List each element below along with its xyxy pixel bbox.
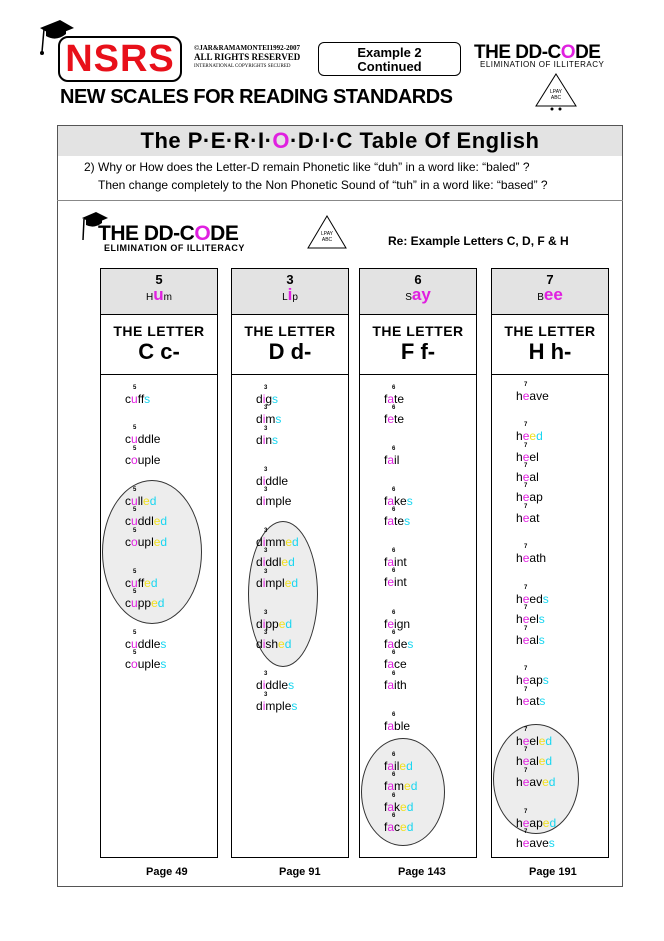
example-word: fades 6 xyxy=(384,630,414,651)
example-continued: Continued xyxy=(357,59,422,74)
the-letter-label: THE LETTER xyxy=(504,323,596,339)
example-word: heel 7 xyxy=(516,443,539,464)
example-word: heels 7 xyxy=(516,605,545,626)
question-1: 2) Why or How does the Letter-D remain Phonetic like “duh” in a word like: “baled” ? xyxy=(84,160,530,174)
rabeck-triangle-icon xyxy=(528,68,584,112)
example-word: cuffed 5 xyxy=(125,569,158,590)
column-key-word: Hum xyxy=(146,285,172,304)
example-word: feint 6 xyxy=(384,568,407,589)
nsrs-logo xyxy=(58,36,182,82)
example-word: diddle 3 xyxy=(256,467,289,488)
headline: NEW SCALES FOR READING STANDARDS xyxy=(60,86,453,108)
ddcode-logo-top: THE DD-CODE xyxy=(474,42,601,63)
example-word: heap 7 xyxy=(516,483,543,504)
example-word: heeds 7 xyxy=(516,585,549,606)
rabeck-triangle-icon xyxy=(300,210,354,254)
the-letter-label: THE LETTER xyxy=(113,323,205,339)
example-word: cupped 5 xyxy=(125,589,165,610)
question-2: Then change completely to the Non Phonetic Sound of “tuh” in a word like: “based” ? xyxy=(98,178,548,192)
example-word: digs 3 xyxy=(256,385,279,406)
page-reference: Page 143 xyxy=(398,866,446,878)
example-word: dished 3 xyxy=(256,630,292,651)
example-word: heaved 7 xyxy=(516,768,556,789)
example-word: dipped 3 xyxy=(256,610,293,631)
page-reference: Page 191 xyxy=(529,866,577,878)
column-letter-box xyxy=(360,315,476,375)
example-word: dins 3 xyxy=(256,426,279,447)
example-word: dims 3 xyxy=(256,405,282,426)
svg-text:ABC: ABC xyxy=(321,237,333,243)
letter-heading: C c- xyxy=(138,339,180,364)
svg-text:LPAY: LPAY xyxy=(320,231,334,237)
column-header xyxy=(101,269,217,315)
column-number: 7 xyxy=(546,272,554,287)
divider xyxy=(57,200,623,201)
copyright-notice xyxy=(194,44,300,71)
svg-text:ABC: ABC xyxy=(550,95,562,101)
ddcode-logo-mid: THE DD-CODE xyxy=(98,222,239,245)
example-word: couples 5 xyxy=(125,650,167,671)
example-word: heals 7 xyxy=(516,626,545,647)
example-word: dimples 3 xyxy=(256,692,298,713)
example-word: faint 6 xyxy=(384,548,407,569)
column-header xyxy=(492,269,608,315)
letter-heading: D d- xyxy=(268,339,312,364)
example-word: coupled 5 xyxy=(125,528,168,549)
example-word: heed 7 xyxy=(516,422,543,443)
example-word: dimple 3 xyxy=(256,487,292,508)
column-key-word: Lip xyxy=(282,285,298,304)
example-word: couple 5 xyxy=(125,446,161,467)
column-key-word: Say xyxy=(405,285,431,304)
column-number: 6 xyxy=(414,272,422,287)
example-word: heaves 7 xyxy=(516,829,555,850)
example-word: heal 7 xyxy=(516,463,539,484)
column-number: 3 xyxy=(286,272,294,287)
page-reference: Page 91 xyxy=(279,866,321,878)
title-part: ·D·I·C Table Of English xyxy=(290,128,540,153)
example-word: faith 6 xyxy=(384,671,407,692)
example-word: heeled 7 xyxy=(516,727,553,748)
example-word: diddles 3 xyxy=(256,671,295,692)
example-word: fail 6 xyxy=(384,446,400,467)
column-letter-box xyxy=(492,315,608,375)
column-header xyxy=(360,269,476,315)
the-letter-label: THE LETTER xyxy=(244,323,336,339)
copyright-line: ©JAR&RAMAMONTEI1992-2007 xyxy=(194,44,300,52)
example-word: heat 7 xyxy=(516,504,540,525)
letter-heading: F f- xyxy=(400,339,436,364)
intl-line: INTERNATIONAL COPYRIGHTS SECURED xyxy=(194,64,291,69)
example-word: cuddle 5 xyxy=(125,425,161,446)
example-word: fable 6 xyxy=(384,712,411,733)
column-key-word: Bee xyxy=(537,285,563,304)
title-part: The P·E·R·I· xyxy=(140,128,273,153)
ddcode-subtitle-mid: ELIMINATION OF ILLITERACY xyxy=(104,243,245,253)
nsrs-logo-text: NSRS xyxy=(65,37,175,80)
example-word: faked 6 xyxy=(384,793,414,814)
column-number: 5 xyxy=(155,272,163,287)
periodic-title xyxy=(58,128,622,154)
example-word: dimmed 3 xyxy=(256,528,299,549)
example-word: healed 7 xyxy=(516,747,553,768)
example-word: heats 7 xyxy=(516,687,546,708)
example-word: cuddles 5 xyxy=(125,630,167,651)
letter-column xyxy=(359,268,477,858)
column-header xyxy=(232,269,348,315)
column-letter-box xyxy=(232,315,348,375)
example-word: famed 6 xyxy=(384,772,418,793)
example-word: heaps 7 xyxy=(516,666,549,687)
example-word: fates 6 xyxy=(384,507,411,528)
letter-column xyxy=(100,268,218,858)
example-word: heath 7 xyxy=(516,544,547,565)
letter-heading: H h- xyxy=(528,339,572,364)
page-reference: Page 49 xyxy=(146,866,188,878)
letter-column xyxy=(491,268,609,858)
example-number: Example 2 xyxy=(357,45,422,60)
example-word: heave 7 xyxy=(516,382,549,403)
example-word: cuddled 5 xyxy=(125,507,168,528)
example-label xyxy=(318,42,461,76)
example-word: diddled 3 xyxy=(256,548,295,569)
ddcode-subtitle-top: ELIMINATION OF ILLITERACY xyxy=(480,60,605,69)
example-word: culled 5 xyxy=(125,487,157,508)
example-word: faced 6 xyxy=(384,813,414,834)
the-letter-label: THE LETTER xyxy=(372,323,464,339)
example-word: feign 6 xyxy=(384,610,411,631)
column-letter-box xyxy=(101,315,217,375)
example-word: failed 6 xyxy=(384,752,413,773)
example-word: dimpled 3 xyxy=(256,569,299,590)
example-word: cuffs 5 xyxy=(125,385,151,406)
title-o: O xyxy=(272,128,291,153)
re-example-letters: Re: Example Letters C, D, F & H xyxy=(388,234,569,248)
example-word: face 6 xyxy=(384,650,407,671)
svg-text:LPAY: LPAY xyxy=(549,89,563,95)
example-word: fete 6 xyxy=(384,405,405,426)
example-word: fakes 6 xyxy=(384,487,413,508)
example-word: fate 6 xyxy=(384,385,405,406)
example-word: heaped 7 xyxy=(516,809,557,830)
rights-line: ALL RIGHTS RESERVED xyxy=(194,52,301,62)
